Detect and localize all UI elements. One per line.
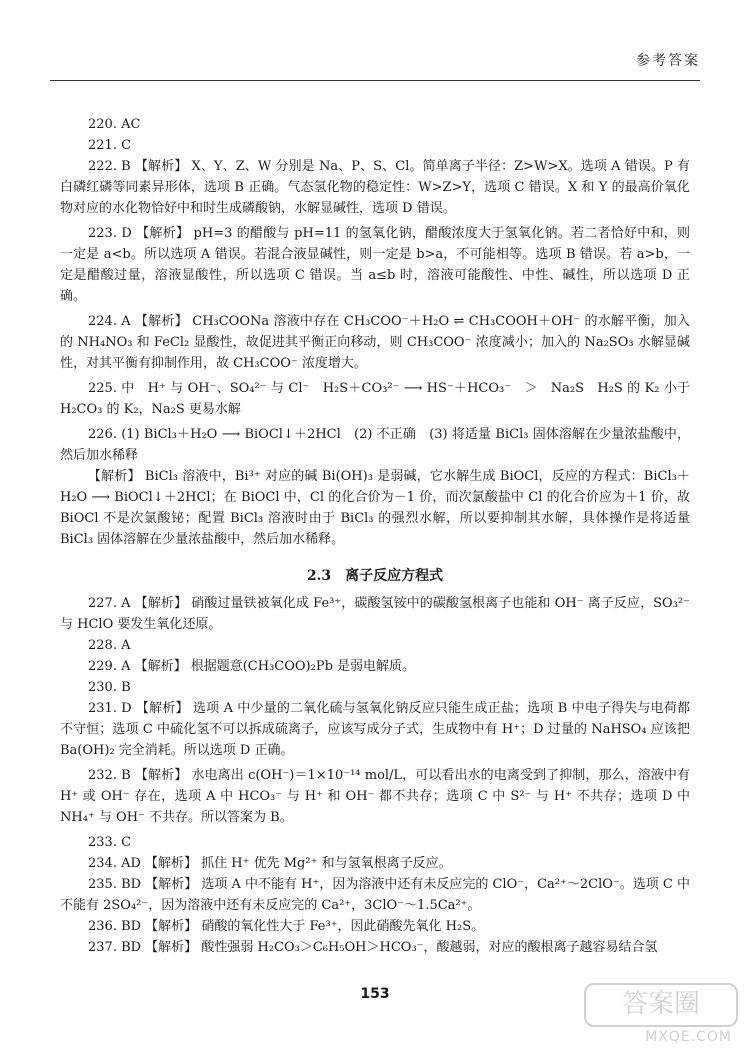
answer-223: 223. D 【解析】 pH=3 的醋酸与 pH=11 的氢氧化钠，醋酸浓度大于氢氧化钠。若二者恰好中和，则一定是 a<b。所以选项 A 错误。若混合液显碱性，则一定是 b>a，不可能相等。选项 B 错误。若 a>b，一定是醋酸过量，溶液显酸性，所以选项 C 错误。当 a≤b 时，溶液可能酸性、中性、碱性，所以选项 D 正确。	[60, 226, 690, 304]
answer-220: 220. AC	[88, 117, 141, 132]
answer-228: 228. A	[88, 638, 131, 653]
answer-235: 235. BD 【解析】 选项 A 中不能有 H⁺，因为溶液中还有未反应完的 ClO⁻，Ca²⁺～2ClO⁻。选项 C 中不能有 2SO₄²⁻，因为溶液中还有未反应完的 Ca²⁺，3ClO⁻～1.5Ca²⁺。	[60, 877, 690, 913]
page-number: 153	[360, 986, 390, 1002]
answer-233: 233. C	[88, 835, 132, 850]
answer-226-explanation: 【解析】 BiCl₃ 溶液中，Bi³⁺ 对应的碱 Bi(OH)₃ 是弱碱，它水解生成 BiOCl，反应的方程式：BiCl₃＋H₂O ⟶ BiOCl↓＋2HCl；在 BiOCl 中，Cl 的化合价为－1 价，而次氯酸盐中 Cl 的化合价应为＋1 价，故 BiOCl 不是次氯酸铋；配置 BiCl₃ 溶液时由于 BiCl₃ 的强烈水解，所以要抑制其水解，具体操作是将适量 BiCl₃ 固体溶解在少量浓盐酸中，然后加水稀释。	[60, 469, 690, 547]
header-rule	[50, 80, 700, 81]
answer-227: 227. A 【解析】 硝酸过量铁被氧化成 Fe³⁺，碳酸氢铵中的碳酸氢根离子也能和 OH⁻ 离子反应，SO₃²⁻ 与 HClO 要发生氧化还原。	[60, 596, 690, 632]
running-header: 参考答案	[636, 53, 700, 69]
watermark-logo: 答案圈	[584, 983, 738, 1027]
answer-229: 229. A 【解析】 根据题意(CH₃COO)₂Pb 是弱电解质。	[88, 659, 416, 674]
answer-content	[60, 114, 690, 958]
answer-225: 225. 中 H⁺ 与 OH⁻、SO₄²⁻ 与 Cl⁻ H₂S＋CO₃²⁻ ⟶ HS⁻＋HCO₃⁻ ＞ Na₂S H₂S 的 K₂ 小于 H₂CO₃ 的 K₂，Na₂S 更易水解	[60, 381, 690, 417]
answer-234: 234. AD 【解析】 抓住 H⁺ 优先 Mg²⁺ 和与氢氧根离子反应。	[88, 856, 452, 871]
answer-221: 221. C	[88, 138, 132, 153]
answer-226: 226. (1) BiCl₃＋H₂O ⟶ BiOCl↓＋2HCl (2) 不正确 (3) 将适量 BiCl₃ 固体溶解在少量浓盐酸中，然后加水稀释	[60, 427, 690, 463]
answer-224: 224. A 【解析】 CH₃COONa 溶液中存在 CH₃COO⁻＋H₂O ⇌ CH₃COOH＋OH⁻ 的水解平衡，加入的 NH₄NO₃ 和 FeCl₂ 显酸性，故促进其平衡正向移动，则 CH₃COO⁻ 浓度减小；加入的 Na₂SO₃ 水解显碱性，对其平衡有抑制作用，故 CH₃COO⁻ 浓度增大。	[60, 314, 690, 371]
watermark-url: MXQE.COM	[645, 1029, 732, 1045]
answer-237: 237. BD 【解析】 酸性强弱 H₂CO₃＞C₆H₅OH＞HCO₃⁻，酸越弱，对应的酸根离子越容易结合氢	[88, 940, 658, 955]
answer-236: 236. BD 【解析】 硝酸的氧化性大于 Fe³⁺，因此硝酸先氧化 H₂S。	[88, 919, 485, 934]
answer-231: 231. D 【解析】 选项 A 中少量的二氧化硫与氢氧化钠反应只能生成正盐；选项 B 中电子得失与电荷都不守恒；选项 C 中硫化氢不可以拆成硫离子，应该写成分子式，生成物中有 H⁺；D 过量的 NaHSO₄ 应该把 Ba(OH)₂ 完全消耗。所以选项 D 正确。	[60, 701, 690, 758]
answer-230: 230. B	[88, 680, 131, 695]
answer-222: 222. B 【解析】 X、Y、Z、W 分别是 Na、P、S、Cl。简单离子半径：Z>W>X。选项 A 错误。P 有白磷红磷等同素异形体，选项 B 正确。气态氢化物的稳定性：W>Z>Y，选项 C 错误。X 和 Y 的最高价氧化物对应的水化物恰好中和时生成磷酸钠，水解显碱性，选项 D 错误。	[60, 159, 690, 216]
watermark	[588, 983, 738, 1045]
answer-232: 232. B 【解析】 水电离出 c(OH⁻)＝1×10⁻¹⁴ mol/L，可以看出水的电离受到了抑制，那么，溶液中有 H⁺ 或 OH⁻ 存在，选项 A 中 HCO₃⁻ 与 H⁺ 和 OH⁻ 都不共存；选项 C 中 S²⁻ 与 H⁺ 不共存；选项 D 中 NH₄⁺ 与 OH⁻ 不共存。所以答案为 B。	[60, 768, 690, 825]
section-title: 2.3 离子反应方程式	[306, 568, 444, 584]
